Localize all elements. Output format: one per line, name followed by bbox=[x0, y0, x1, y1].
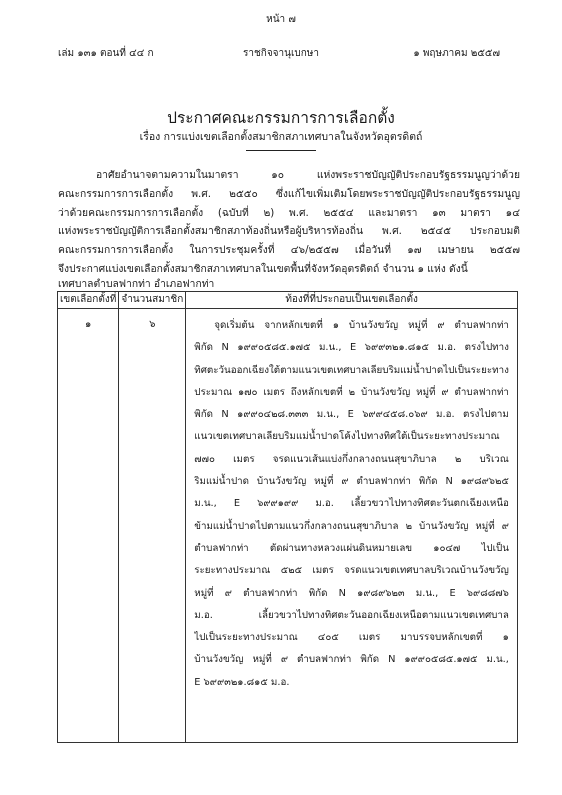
boundary-line: ไปเป็นระยะทางประมาณ ๔๐๕ เมตร มาบรรจบหลักเขตที่ ๑ bbox=[194, 632, 509, 644]
boundary-line: E ๖๙๙๓๒๑.๘๑๕ ม.อ. bbox=[194, 676, 290, 688]
boundary-line: ประมาณ ๑๗๐ เมตร ถึงหลักเขตที่ ๒ บ้านวังขวัญ หมู่ที่ ๙ ตำบลฟากท่า bbox=[194, 386, 509, 398]
boundary-line: ริมแม่น้ำปาด บ้านวังขวัญ หมู่ที่ ๙ ตำบลฟากท่า พิกัด N ๑๙๘๙๖๒๕ bbox=[194, 476, 509, 488]
page-number: หน้า ๗ bbox=[266, 14, 296, 25]
gazette-date: ๑ พฤษภาคม ๒๕๕๗ bbox=[413, 48, 500, 59]
body-line: คณะกรรมการการเลือกตั้ง ในการประชุมครั้งที่ ๔๖/๒๕๕๗ เมื่อวันที่ ๑๗ เมษายน ๒๕๕๗ bbox=[58, 244, 520, 257]
header-member-count: จำนวนสมาชิก bbox=[119, 292, 186, 309]
electoral-district-table bbox=[57, 291, 518, 743]
body-line: จึงประกาศแบ่งเขตเลือกตั้งสมาชิกสภาเทศบาลในเขตพื้นที่จังหวัดอุตรดิตถ์ จำนวน ๑ แห่ง ดังนี้ bbox=[58, 262, 468, 275]
boundary-line: หมู่ที่ ๙ ตำบลฟากท่า พิกัด N ๑๙๘๙๖๒๓ ม.น., E ๖๙๘๘๗๖ bbox=[194, 587, 509, 599]
district-number: ๑ bbox=[58, 309, 119, 743]
boundary-line: พิกัด N ๑๙๙๐๔๒๘.๓๓๓ ม.น., E ๖๙๙๔๕๘.๐๖๙ ม.อ. ตรงไปตาม bbox=[194, 409, 509, 421]
announcement-title: ประกาศคณะกรรมการการเลือกตั้ง bbox=[167, 109, 395, 127]
announcement-body bbox=[58, 166, 520, 279]
boundary-line: ทิศตะวันออกเฉียงใต้ตามแนวเขตเทศบาลเลียบริมแม่น้ำปาดไปเป็นระยะทาง bbox=[194, 364, 509, 376]
boundary-line: พิกัด N ๑๙๙๐๕๘๕.๑๗๕ ม.น., E ๖๙๙๓๒๑.๘๑๕ ม.อ. ตรงไปทาง bbox=[194, 342, 509, 354]
boundary-line: บ้านวังขวัญ หมู่ที่ ๙ ตำบลฟากท่า พิกัด N ๑๙๙๐๕๘๕.๑๗๕ ม.น., bbox=[194, 654, 509, 666]
body-line: ว่าด้วยคณะกรรมการการเลือกตั้ง (ฉบับที่ ๒) พ.ศ. ๒๕๕๔ และมาตรา ๑๓ มาตรา ๑๔ bbox=[58, 206, 520, 219]
announcement-subject: เรื่อง การแบ่งเขตเลือกตั้งสมาชิกสภาเทศบาลในจังหวัดอุตรดิตถ์ bbox=[139, 131, 423, 143]
body-line: แห่งพระราชบัญญัติการเลือกตั้งสมาชิกสภาท้องถิ่นหรือผู้บริหารท้องถิ่น พ.ศ. ๒๕๔๕ ประกอบมติ bbox=[58, 225, 520, 238]
header-district-area: ท้องที่ที่ประกอบเป็นเขตเลือกตั้ง bbox=[186, 292, 518, 309]
boundary-line: ระยะทางประมาณ ๕๒๕ เมตร จรดแนวเขตเทศบาลบริเวณบ้านวังขวัญ bbox=[194, 565, 509, 577]
boundary-line: ม.น., E ๖๙๙๑๙๙ ม.อ. เลี้ยวขวาไปทางทิศตะวันตกเฉียงเหนือ bbox=[194, 498, 509, 510]
table-row bbox=[58, 309, 518, 743]
boundary-line: แนวเขตเทศบาลเลียบริมแม่น้ำปาดโค้งไปทางทิศใต้เป็นระยะทางประมาณ bbox=[194, 431, 500, 443]
gazette-name: ราชกิจจานุเบกษา bbox=[242, 48, 320, 59]
municipality-label: เทศบาลตำบลฟากท่า อำเภอฟากท่า bbox=[58, 278, 215, 290]
body-line: คณะกรรมการการเลือกตั้ง พ.ศ. ๒๕๕๐ ซึ่งแก้ไขเพิ่มเติมโดยพระราชบัญญัติประกอบรัฐธรรมนูญ bbox=[58, 187, 520, 200]
table-header-row bbox=[58, 292, 518, 309]
boundary-line: จุดเริ่มต้น จากหลักเขตที่ ๑ บ้านวังขวัญ หมู่ที่ ๙ ตำบลฟากท่า bbox=[214, 320, 509, 331]
boundary-line: ๗๗๐ เมตร จรดแนวเส้นแบ่งกึ่งกลางถนนสุขาภิบาล ๒ บริเวณ bbox=[194, 453, 509, 465]
district-boundary-description bbox=[186, 309, 518, 743]
title-divider bbox=[246, 150, 316, 151]
header-district-number: เขตเลือกตั้งที่ bbox=[58, 292, 119, 309]
boundary-line: ตำบลฟากท่า ตัดผ่านทางหลวงแผ่นดินหมายเลข ๑๐๔๗ ไปเป็น bbox=[194, 542, 509, 554]
member-count: ๖ bbox=[119, 309, 186, 743]
boundary-line: ม.อ. เลี้ยวขวาไปทางทิศตะวันออกเฉียงเหนือตามแนวเขตเทศบาล bbox=[194, 609, 509, 621]
gazette-volume-issue: เล่ม ๑๓๑ ตอนที่ ๔๔ ก bbox=[58, 48, 154, 59]
body-line: อาศัยอำนาจตามความในมาตรา ๑๐ แห่งพระราชบัญญัติประกอบรัฐธรรมนูญว่าด้วย bbox=[96, 169, 520, 181]
boundary-line: ข้ามแม่น้ำปาดไปตามแนวกึ่งกลางถนนสุขาภิบาล ๒ บ้านวังขวัญ หมู่ที่ ๙ bbox=[194, 520, 509, 532]
